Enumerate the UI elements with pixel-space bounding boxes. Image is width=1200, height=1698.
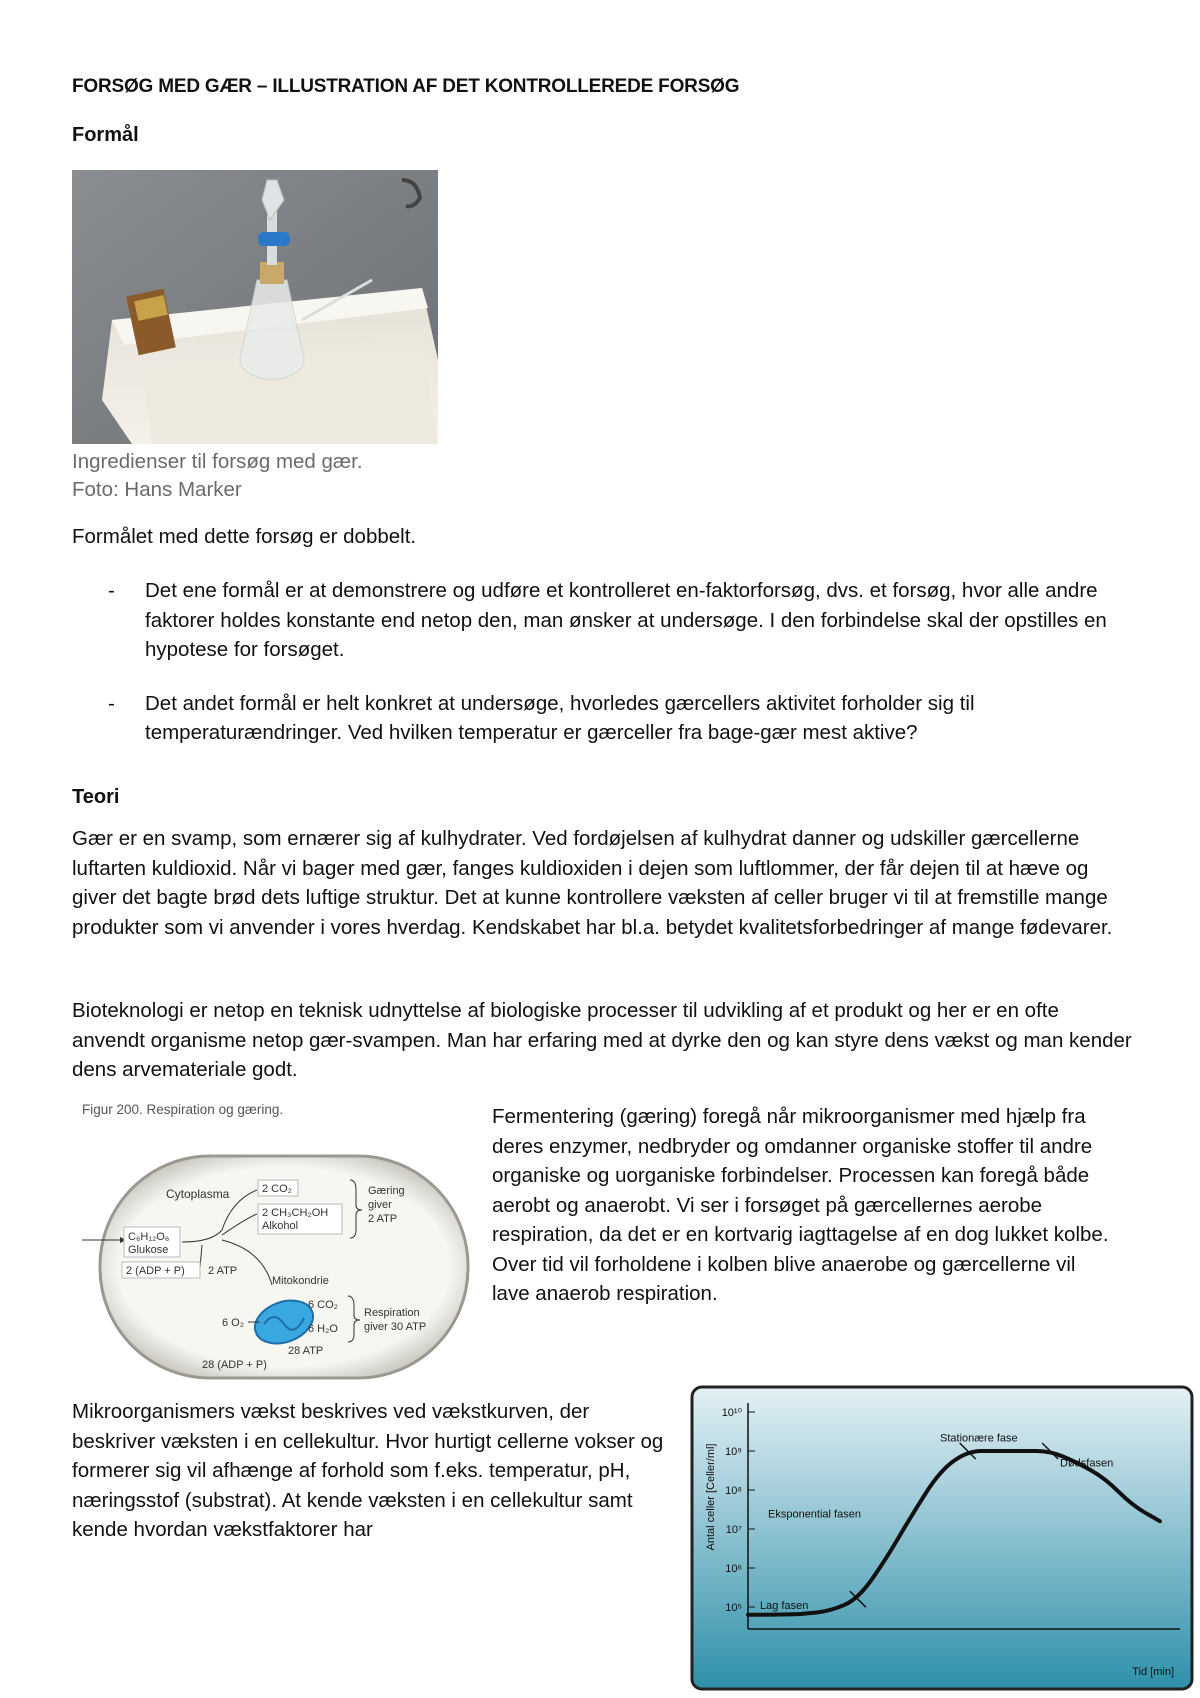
glucose-formula: C₆H₁₂O₆	[128, 1231, 170, 1243]
x-axis-label: Tid [min]	[1132, 1666, 1174, 1678]
atp-28-label: 28 ATP	[288, 1345, 324, 1357]
y-axis-label: Antal celler [Celler/ml]	[705, 1443, 717, 1551]
respiration-figure	[72, 1102, 472, 1378]
phase-label-stationary: Stationære fase	[940, 1432, 1018, 1445]
list-item: - Det andet formål er helt konkret at undersøge, hvorledes gærcellers aktivitet forholder sig til temperaturændringer. Ved hvilken temperatur er gærceller fra bage-gær mest aktive?	[108, 691, 975, 744]
gaering-line-1: Gæring	[368, 1185, 405, 1197]
y-tick-label: 10¹⁰	[721, 1407, 742, 1419]
teori-paragraph-3: Fermentering (gæring) foregå når mikroorganismer med hjælp fra deres enzymer, nedbryder og omdanner organiske stoffer til andre organiske og uorganiske forbindelser. Processen kan foregå både aerobt og anaerobt. Vi ser i forsøget på gærcellernes aerobe respiration, da det er en kortvarig iagttagelse af en dog lukket kolbe. Over tid vil forholdene i kolben blive anaerobe og gærcellerne vil lave anaerob respiration.	[492, 1105, 1109, 1305]
adp-p-28-label: 28 (ADP + P)	[202, 1359, 267, 1371]
formaal-intro: Formålet med dette forsøg er dobbelt.	[72, 525, 417, 548]
adp-p-2-label: 2 (ADP + P)	[126, 1265, 185, 1277]
mitokondrie-label: Mitokondrie	[272, 1275, 329, 1287]
co2-6-label: 6 CO₂	[308, 1299, 338, 1311]
growth-curve-chart	[690, 1385, 1200, 1693]
heading-formaal: Formål	[72, 124, 139, 146]
yeast-experiment-photo	[72, 170, 438, 444]
photo-caption-line2: Foto: Hans Marker	[72, 478, 242, 501]
teori-paragraph-1: Gær er en svamp, som ernærer sig af kulhydrater. Ved fordøjelsen af kulhydrat danner og udskiller gærcellerne luftarten kuldioxid. Når vi bager med gær, fanges kuldioxiden i dejen som luftlommer, der får dejen til at hæve og giver det bagte brød dets luftige struktur. Det at kunne kontrollere væksten af celler bruger vi til at fremstille mange produkter som vi anvender i vores hverdag. Kendskabet har bl.a. betydet kvalitetsforbedringer af mange fødevarer.	[72, 827, 1113, 939]
cytoplasma-label: Cytoplasma	[166, 1187, 230, 1201]
alcohol-formula: 2 CH₃CH₂OH	[262, 1207, 329, 1219]
page-title: FORSØG MED GÆR – ILLUSTRATION AF DET KONTROLLEREDE FORSØG	[72, 76, 740, 97]
atp-2-label: 2 ATP	[208, 1265, 238, 1277]
respiration-line-1: Respiration	[364, 1307, 420, 1319]
respiration-line-2: giver 30 ATP	[364, 1321, 427, 1333]
phase-label-death: Dødsfasen	[1060, 1457, 1114, 1470]
figure-caption: Figur 200. Respiration og gæring.	[82, 1102, 284, 1117]
gaering-line-3: 2 ATP	[368, 1213, 398, 1225]
y-tick-label: 10⁷	[725, 1524, 742, 1536]
glucose-name: Glukose	[128, 1244, 169, 1256]
h2o-6-label: 6 H₂O	[308, 1323, 338, 1335]
y-tick-label: 10⁸	[725, 1485, 742, 1497]
list-item: - Det ene formål er at demonstrere og udføre et kontrolleret en-faktorforsøg, dvs. et forsøg, hvor alle andre faktorer holdes konstante end netop den, man ønsker at undersøge. I den forbindelse skal der opstilles en hypotese for forsøget.	[108, 579, 1107, 661]
y-tick-label: 10⁹	[725, 1446, 742, 1458]
formaal-bullet-list	[72, 576, 1152, 772]
teori-paragraph-4: Mikroorganismers vækst beskrives ved vækstkurven, der beskriver væksten i en cellekultur. Hvor hurtigt cellerne vokser og formerer sig vil afhænge af forhold som f.eks. temperatur, pH, næringsstof (substrat). At kende væksten i en cellekultur samt kende hvordan vækstfaktorer har	[72, 1400, 664, 1541]
photo-caption-line1: Ingredienser til forsøg med gær.	[72, 450, 363, 473]
teori-paragraph-2: Bioteknologi er netop en teknisk udnyttelse af biologiske processer til udvikling af et produkt og her er en ofte anvendt organisme netop gær-svampen. Man har erfaring med at dyrke den og kan styre dens vækst og man kender dens arvemateriale godt.	[72, 999, 1132, 1081]
phase-label-exponential: Eksponential fasen	[768, 1508, 861, 1521]
alcohol-name: Alkohol	[262, 1220, 299, 1232]
y-tick-label: 10⁵	[725, 1602, 742, 1614]
co2-2-label: 2 CO₂	[262, 1183, 292, 1195]
heading-teori: Teori	[72, 786, 120, 808]
o2-6-label: 6 O₂	[222, 1317, 244, 1329]
y-tick-label: 10⁶	[725, 1563, 742, 1575]
gaering-line-2: giver	[368, 1199, 392, 1211]
phase-label-lag: Lag fasen	[760, 1599, 809, 1612]
